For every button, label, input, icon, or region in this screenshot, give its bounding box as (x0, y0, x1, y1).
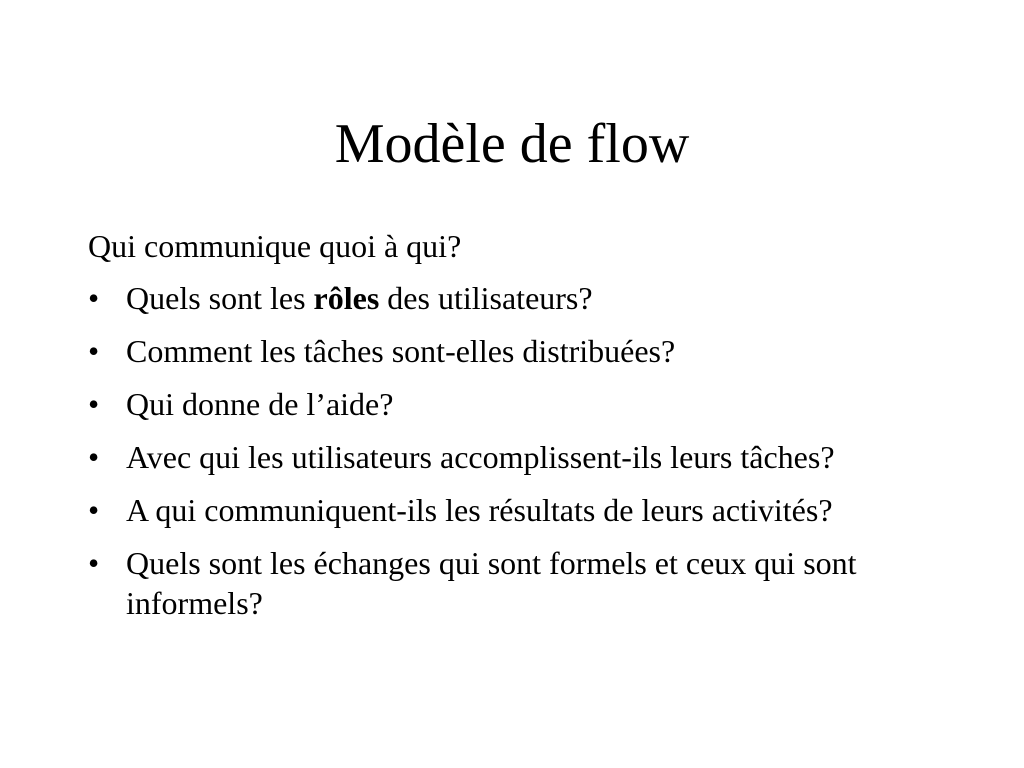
bullet-text: A qui communiquent-ils les résultats de leurs activités? (126, 492, 833, 528)
bullet-icon: • (88, 492, 100, 528)
bullet-item-formal-informal-exchanges (88, 543, 918, 623)
bullet-text (126, 280, 593, 316)
bullet-icon: • (88, 280, 100, 316)
bullet-icon: • (88, 545, 100, 581)
bullet-icon: • (88, 439, 100, 475)
bullet-icon: • (88, 333, 100, 369)
bullet-text: Qui donne de l’aide? (126, 386, 394, 422)
bullet-item-help (88, 384, 918, 424)
intro-question: Qui communique quoi à qui? (88, 228, 462, 264)
bullet-text-emphasis: rôles (313, 280, 380, 316)
bullet-text: Comment les tâches sont-elles distribuées? (126, 333, 676, 369)
bullet-text-end: des utilisateurs? (379, 280, 593, 316)
slide-title: Modèle de flow (334, 113, 690, 175)
bullet-list (88, 278, 918, 623)
bullet-item-results-communication (88, 490, 918, 530)
bullet-item-roles (88, 278, 918, 318)
bullet-item-collaboration (88, 437, 918, 477)
bullet-text: Quels sont les échanges qui sont formels et ceux qui sont informels? (126, 545, 857, 621)
bullet-text-start: Quels sont les (126, 280, 314, 316)
bullet-icon: • (88, 386, 100, 422)
bullet-text: Avec qui les utilisateurs accomplissent-ils leurs tâches? (126, 439, 835, 475)
slide-content (88, 226, 918, 636)
bullet-item-task-distribution (88, 331, 918, 371)
